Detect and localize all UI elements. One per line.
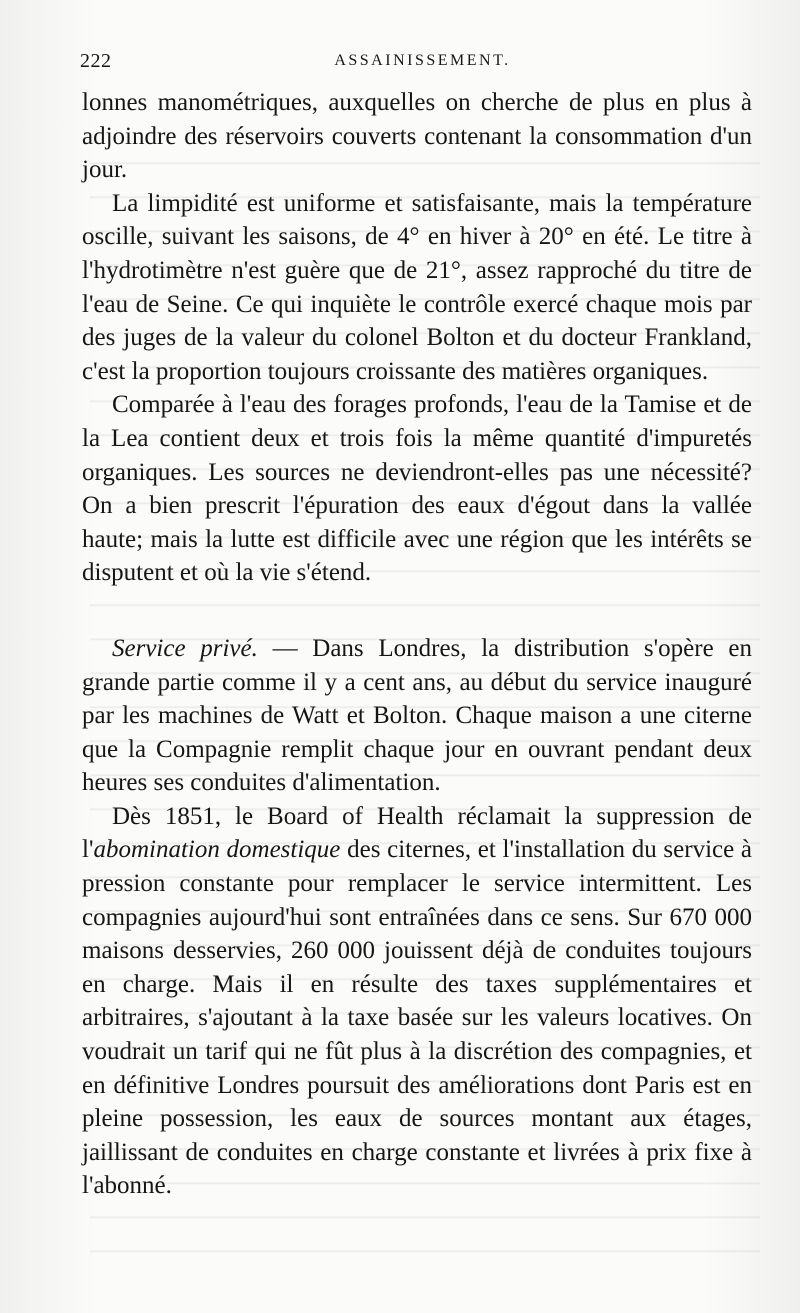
running-head: ASSAINISSEMENT.	[334, 52, 511, 69]
paragraph-1: lonnes manométriques, auxquelles on cherche de plus en plus à adjoindre des réservoirs couverts contenant la consommation d'un jour.	[82, 89, 752, 184]
paragraph-3: Comparée à l'eau des forages profonds, l'eau de la Tamise et de la Lea contient deux et trois fois la même quantité d'impuretés organiques. Les sources ne deviendront-elles pas une nécessité? On a bien prescrit l'épuration des eaux d'égout dans la vallée haute; mais la lutte est difficile avec une région que les intérêts se disputent et où la vie s'étend.	[82, 391, 752, 587]
page-header	[80, 46, 755, 76]
paragraph-4-text: — Dans Londres, la distribution s'opère en grande partie comme il y a cent ans, au début du service inauguré par les machines de Watt et Bolton. Chaque maison a une citerne que la Compagnie remplit chaque jour en ouvrant pendant deux heures ses conduites d'alimentation.	[82, 634, 752, 797]
paragraph-4	[82, 632, 752, 800]
emphasized-phrase: abomination domestique	[93, 836, 341, 864]
page-number: 222	[80, 50, 112, 72]
paragraph-2: La limpidité est uniforme et satisfaisante, mais la température oscille, suivant les saisons, de 4° en hiver à 20° en été. Le titre à l'hydrotimètre n'est guère que de 21°, assez rapproché du titre de l'eau de Seine. Ce qui inquiète le contrôle exercé chaque mois par des juges de la valeur du colonel Bolton et du docteur Frankland, c'est la proportion toujours croissante des matières organiques.	[82, 189, 752, 385]
paragraph-5-text-a: Dès 1851, le Board of Health réclamait la suppression de l'	[82, 802, 752, 864]
paragraph-5-text-b: des citernes, et l'installation du service à pression constante pour remplacer le service intermittent. Les compagnies aujourd'hui sont entraînées dans ce sens. Sur 670 000 maisons desservies, 260 000 jouissent déjà de conduites toujours en charge. Mais il en résulte des taxes supplémentaires et arbitraires, s'ajoutant à la taxe basée sur les valeurs locatives. On voudrait un tarif qui ne fût plus à la discrétion des compagnies, et en définitive Londres poursuit des améliorations dont Paris est en pleine possession, les eaux de sources montant aux étages, jaillissant de conduites en charge constante et livrées à prix fixe à l'abonné.	[82, 836, 752, 1200]
body-text	[82, 86, 752, 1203]
paragraph-5	[82, 800, 752, 1203]
section-run-in-title: Service privé.	[112, 634, 258, 662]
